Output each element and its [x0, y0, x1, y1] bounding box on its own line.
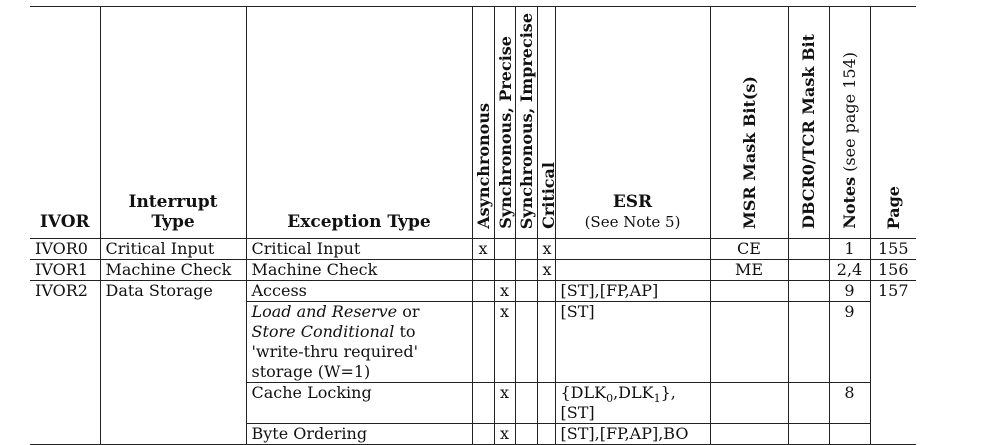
sync-precise-cell: [494, 239, 515, 260]
asynchronous-cell: x: [472, 239, 494, 260]
esr-subtitle: (See Note 5): [584, 213, 681, 231]
table-row: [30, 424, 916, 445]
dbcr-mask-cell: [788, 424, 829, 445]
notes-cell: 9: [829, 302, 870, 383]
notes-cell: 8: [829, 383, 870, 424]
sync-imprecise-cell: [515, 424, 537, 445]
page-cell: 157: [870, 281, 916, 302]
sync-precise-cell: x: [494, 281, 515, 302]
interrupt-type-cell: Machine Check: [100, 260, 246, 281]
critical-cell: [537, 424, 555, 445]
col-header-exception-type: Exception Type: [246, 7, 472, 239]
ivor-cell: IVOR1: [30, 260, 100, 281]
table-row: [30, 239, 916, 260]
notes-cell: 1: [829, 239, 870, 260]
page-cell: [870, 424, 916, 445]
asynchronous-cell: [472, 281, 494, 302]
ivor-cell: IVOR0: [30, 239, 100, 260]
exception-type-cell: Cache Locking: [246, 383, 472, 424]
esr-cell: [555, 239, 710, 260]
sync-precise-cell: x: [494, 302, 515, 383]
msr-mask-cell: [710, 281, 788, 302]
table-row: [30, 260, 916, 281]
interrupt-type-cell: [100, 302, 246, 383]
col-header-ivor: IVOR: [30, 7, 100, 239]
exception-type-cell: Machine Check: [246, 260, 472, 281]
msr-mask-cell: [710, 302, 788, 383]
exception-type-cell: Load and Reserve or Store Conditional to 'write-thru required' storage (W=1): [246, 302, 472, 383]
col-header-notes: Notes (see page 154): [829, 7, 870, 239]
critical-cell: x: [537, 260, 555, 281]
asynchronous-cell: [472, 424, 494, 445]
page-cell: 156: [870, 260, 916, 281]
sync-imprecise-cell: [515, 239, 537, 260]
esr-cell: [ST],[FP,AP]: [555, 281, 710, 302]
msr-mask-cell: [710, 424, 788, 445]
esr-cell: [ST]: [555, 302, 710, 383]
dbcr-mask-cell: [788, 302, 829, 383]
ivor-cell: IVOR2: [30, 281, 100, 302]
col-header-sync-precise: Synchronous, Precise: [494, 7, 515, 239]
sync-precise-cell: [494, 260, 515, 281]
exception-type-cell: Access: [246, 281, 472, 302]
interrupt-vector-table: [30, 6, 916, 445]
col-header-sync-imprecise: Synchronous, Imprecise: [515, 7, 537, 239]
sync-imprecise-cell: [515, 302, 537, 383]
interrupt-type-cell: Data Storage: [100, 281, 246, 302]
msr-mask-cell: ME: [710, 260, 788, 281]
esr-cell: [555, 260, 710, 281]
interrupt-type-cell: Critical Input: [100, 239, 246, 260]
dbcr-mask-cell: [788, 281, 829, 302]
table-row: [30, 302, 916, 383]
critical-cell: x: [537, 239, 555, 260]
ivor-cell: [30, 302, 100, 383]
notes-cell: [829, 424, 870, 445]
ivor-cell: [30, 424, 100, 445]
interrupt-type-cell: [100, 383, 246, 424]
msr-mask-cell: CE: [710, 239, 788, 260]
table-row: [30, 383, 916, 424]
dbcr-mask-cell: [788, 239, 829, 260]
dbcr-mask-cell: [788, 383, 829, 424]
exception-type-cell: Byte Ordering: [246, 424, 472, 445]
page-cell: [870, 302, 916, 383]
asynchronous-cell: [472, 302, 494, 383]
asynchronous-cell: [472, 383, 494, 424]
notes-cell: 9: [829, 281, 870, 302]
col-header-interrupt-type: Interrupt Type: [100, 7, 246, 239]
esr-cell: $\{DLK_0,DLK_1\},[ST]$: [555, 383, 710, 424]
sync-precise-cell: x: [494, 424, 515, 445]
interrupt-type-cell: [100, 424, 246, 445]
header-row: [30, 7, 916, 239]
page-cell: 155: [870, 239, 916, 260]
sync-imprecise-cell: [515, 281, 537, 302]
col-header-esr: [555, 7, 710, 239]
col-header-asynchronous: Asynchronous: [472, 7, 494, 239]
sync-precise-cell: x: [494, 383, 515, 424]
asynchronous-cell: [472, 260, 494, 281]
col-header-msr-mask: MSR Mask Bit(s): [710, 7, 788, 239]
esr-cell: [ST],[FP,AP],BO: [555, 424, 710, 445]
critical-cell: [537, 383, 555, 424]
col-header-critical: Critical: [537, 7, 555, 239]
page-cell: [870, 383, 916, 424]
esr-title: ESR: [612, 192, 653, 212]
dbcr-mask-cell: [788, 260, 829, 281]
col-header-page: Page: [870, 7, 916, 239]
sync-imprecise-cell: [515, 383, 537, 424]
critical-cell: [537, 281, 555, 302]
col-header-dbcr-mask: DBCR0/TCR Mask Bit: [788, 7, 829, 239]
table-row: [30, 281, 916, 302]
sync-imprecise-cell: [515, 260, 537, 281]
notes-cell: 2,4: [829, 260, 870, 281]
ivor-cell: [30, 383, 100, 424]
exception-type-cell: Critical Input: [246, 239, 472, 260]
msr-mask-cell: [710, 383, 788, 424]
critical-cell: [537, 302, 555, 383]
